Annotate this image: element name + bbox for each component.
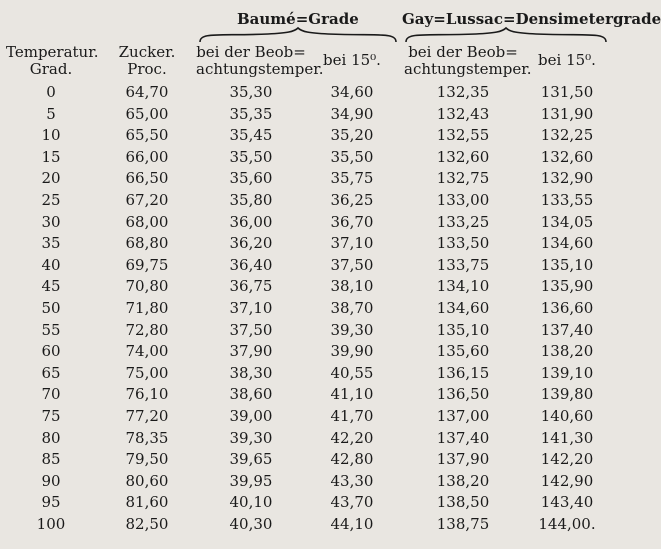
- cell-gl-observation: 134,10: [436, 277, 490, 296]
- table-row: [0, 104, 612, 126]
- cell-temperature: 90: [41, 471, 61, 490]
- cell-sugar-percent: 68,00: [125, 212, 169, 231]
- cell-gl-15: 137,40: [540, 320, 594, 339]
- cell-temperature: 70: [41, 385, 61, 404]
- cell-sugar-percent: 75,00: [125, 363, 169, 382]
- cell-temperature: 55: [41, 320, 61, 339]
- header-baume-15: [312, 52, 392, 69]
- cell-baume-15: 37,50: [330, 255, 374, 274]
- cell-gl-observation: 137,90: [436, 450, 490, 469]
- cell-baume-15: 38,70: [330, 298, 374, 317]
- cell-temperature: 45: [41, 277, 61, 296]
- baume-group-brace: [198, 28, 398, 44]
- cell-baume-observation: 39,00: [229, 406, 273, 425]
- cell-gl-15: 135,90: [540, 277, 594, 296]
- cell-gl-15: 134,60: [540, 234, 594, 253]
- cell-gl-observation: 132,60: [436, 147, 490, 166]
- cell-baume-15: 34,60: [330, 83, 374, 101]
- cell-gl-observation: 136,50: [436, 385, 490, 404]
- table-row: [0, 276, 612, 298]
- cell-gl-observation: 137,00: [436, 406, 490, 425]
- table-row: [0, 125, 612, 147]
- cell-sugar-percent: 80,60: [125, 471, 169, 490]
- cell-gl-15: 131,50: [540, 83, 594, 101]
- cell-baume-observation: 38,60: [229, 385, 273, 404]
- cell-baume-observation: 40,10: [229, 493, 273, 512]
- cell-temperature: 50: [41, 298, 61, 317]
- header-gl-observation-line2: achtungstemper.: [404, 60, 532, 78]
- cell-sugar-percent: 76,10: [125, 385, 169, 404]
- cell-gl-15: 142,90: [540, 471, 594, 490]
- cell-baume-15: 36,70: [330, 212, 374, 231]
- cell-sugar-percent: 64,70: [125, 83, 169, 101]
- table-row: [0, 190, 612, 212]
- cell-temperature: 95: [41, 493, 61, 512]
- table-row: [0, 255, 612, 277]
- cell-baume-15: 40,55: [330, 363, 374, 382]
- gay-lussac-group-brace: [404, 28, 608, 44]
- cell-gl-observation: 137,40: [436, 428, 490, 447]
- cell-gl-observation: 132,75: [436, 169, 490, 188]
- cell-temperature: 20: [41, 169, 61, 188]
- cell-gl-observation: 133,50: [436, 234, 490, 253]
- cell-baume-15: 43,70: [330, 493, 374, 512]
- cell-temperature: 0: [46, 83, 56, 101]
- cell-baume-observation: 36,20: [229, 234, 273, 253]
- cell-sugar-percent: 65,00: [125, 104, 169, 123]
- cell-gl-15: 136,60: [540, 298, 594, 317]
- cell-gl-15: 132,90: [540, 169, 594, 188]
- cell-gl-observation: 132,35: [436, 83, 490, 101]
- cell-gl-observation: 138,50: [436, 493, 490, 512]
- header-temperature: [6, 43, 99, 78]
- cell-baume-observation: 37,50: [229, 320, 273, 339]
- cell-gl-observation: 138,20: [436, 471, 490, 490]
- cell-gl-15: 141,30: [540, 428, 594, 447]
- cell-gl-observation: 133,75: [436, 255, 490, 274]
- cell-temperature: 35: [41, 234, 61, 253]
- cell-baume-observation: 40,30: [229, 514, 273, 533]
- cell-temperature: 15: [41, 147, 61, 166]
- cell-sugar-percent: 82,50: [125, 514, 169, 533]
- cell-baume-15: 36,25: [330, 190, 374, 209]
- cell-sugar-percent: 66,00: [125, 147, 169, 166]
- cell-gl-15: 135,10: [540, 255, 594, 274]
- header-gl-15: [528, 52, 606, 69]
- cell-gl-15: 131,90: [540, 104, 594, 123]
- cell-temperature: 80: [41, 428, 61, 447]
- cell-baume-observation: 39,95: [229, 471, 273, 490]
- table-row: [0, 212, 612, 234]
- cell-gl-15: 132,25: [540, 126, 594, 145]
- cell-baume-observation: 35,45: [229, 126, 273, 145]
- cell-baume-15: 39,90: [330, 342, 374, 361]
- cell-gl-15: 132,60: [540, 147, 594, 166]
- cell-gl-observation: 134,60: [436, 298, 490, 317]
- cell-sugar-percent: 78,35: [125, 428, 169, 447]
- cell-baume-15: 43,30: [330, 471, 374, 490]
- cell-sugar-percent: 77,20: [125, 406, 169, 425]
- cell-baume-observation: 35,80: [229, 190, 273, 209]
- header-temperature-line1: Temperatur.: [6, 43, 99, 61]
- cell-gl-observation: 132,55: [436, 126, 490, 145]
- cell-gl-observation: 133,25: [436, 212, 490, 231]
- cell-baume-15: 41,70: [330, 406, 374, 425]
- cell-sugar-percent: 74,00: [125, 342, 169, 361]
- cell-gl-observation: 132,43: [436, 104, 490, 123]
- cell-gl-15: 143,40: [540, 493, 594, 512]
- cell-baume-15: 35,20: [330, 126, 374, 145]
- cell-baume-15: 44,10: [330, 514, 374, 533]
- cell-baume-15: 39,30: [330, 320, 374, 339]
- cell-gl-15: 139,80: [540, 385, 594, 404]
- cell-baume-observation: 37,10: [229, 298, 273, 317]
- cell-gl-15: 140,60: [540, 406, 594, 425]
- cell-baume-observation: 39,65: [229, 450, 273, 469]
- table-row: [0, 233, 612, 255]
- cell-baume-15: 42,80: [330, 450, 374, 469]
- cell-sugar-percent: 81,60: [125, 493, 169, 512]
- table-row: [0, 471, 612, 493]
- table-row: [0, 341, 612, 363]
- cell-temperature: 85: [41, 450, 61, 469]
- table-row: [0, 168, 612, 190]
- table-row: [0, 298, 612, 320]
- cell-baume-observation: 35,60: [229, 169, 273, 188]
- table-row: [0, 320, 612, 342]
- cell-sugar-percent: 79,50: [125, 450, 169, 469]
- cell-sugar-percent: 69,75: [125, 255, 169, 274]
- cell-sugar-percent: 65,50: [125, 126, 169, 145]
- cell-gl-15: 144,00.: [538, 514, 596, 533]
- cell-gl-15: 142,20: [540, 450, 594, 469]
- header-gl-observation: [404, 43, 532, 78]
- cell-temperature: 65: [41, 363, 61, 382]
- table-row: [0, 449, 612, 471]
- cell-baume-15: 38,10: [330, 277, 374, 296]
- cell-baume-15: 41,10: [330, 385, 374, 404]
- cell-baume-15: 34,90: [330, 104, 374, 123]
- cell-temperature: 75: [41, 406, 61, 425]
- cell-temperature: 10: [41, 126, 61, 145]
- cell-baume-observation: 35,35: [229, 104, 273, 123]
- cell-baume-observation: 36,40: [229, 255, 273, 274]
- cell-gl-observation: 135,60: [436, 342, 490, 361]
- cell-gl-15: 133,55: [540, 190, 594, 209]
- cell-baume-observation: 38,30: [229, 363, 273, 382]
- cell-sugar-percent: 68,80: [125, 234, 169, 253]
- cell-gl-observation: 133,00: [436, 190, 490, 209]
- cell-baume-observation: 37,90: [229, 342, 273, 361]
- table-body: [0, 82, 612, 535]
- cell-baume-15: 35,75: [330, 169, 374, 188]
- cell-temperature: 40: [41, 255, 61, 274]
- cell-baume-observation: 39,30: [229, 428, 273, 447]
- cell-gl-15: 139,10: [540, 363, 594, 382]
- cell-gl-observation: 138,75: [436, 514, 490, 533]
- cell-baume-observation: 36,75: [229, 277, 273, 296]
- header-baume-observation: [196, 43, 324, 78]
- table-row: [0, 384, 612, 406]
- header-gl-15-label: bei 15⁰.: [538, 51, 596, 69]
- cell-sugar-percent: 72,80: [125, 320, 169, 339]
- cell-sugar-percent: 71,80: [125, 298, 169, 317]
- header-gl-observation-line1: bei der Beob=: [408, 43, 518, 61]
- cell-gl-observation: 135,10: [436, 320, 490, 339]
- cell-sugar-percent: 70,80: [125, 277, 169, 296]
- header-baume-observation-line2: achtungstemper.: [196, 60, 324, 78]
- cell-sugar-percent: 67,20: [125, 190, 169, 209]
- cell-baume-15: 35,50: [330, 147, 374, 166]
- table-row: [0, 514, 612, 536]
- header-sugar-line1: Zucker.: [118, 43, 176, 61]
- cell-temperature: 100: [36, 514, 66, 533]
- cell-gl-15: 138,20: [540, 342, 594, 361]
- table-row: [0, 147, 612, 169]
- cell-baume-observation: 36,00: [229, 212, 273, 231]
- cell-sugar-percent: 66,50: [125, 169, 169, 188]
- baume-group-title: Baumé=Grade: [237, 10, 359, 28]
- table-row: [0, 492, 612, 514]
- cell-gl-observation: 136,15: [436, 363, 490, 382]
- header-sugar: [112, 44, 182, 78]
- header-sugar-line2: Proc.: [127, 60, 167, 78]
- cell-baume-observation: 35,30: [229, 83, 273, 101]
- table-row: [0, 428, 612, 450]
- cell-temperature: 60: [41, 342, 61, 361]
- cell-temperature: 5: [46, 104, 56, 123]
- table-row: [0, 363, 612, 385]
- table-row: [0, 406, 612, 428]
- header-baume-observation-line1: bei der Beob=: [196, 43, 306, 61]
- cell-baume-observation: 35,50: [229, 147, 273, 166]
- header-temperature-line2: Grad.: [29, 60, 73, 78]
- cell-gl-15: 134,05: [540, 212, 594, 231]
- cell-temperature: 25: [41, 190, 61, 209]
- cell-baume-15: 37,10: [330, 234, 374, 253]
- cell-temperature: 30: [41, 212, 61, 231]
- table-row: [0, 82, 612, 104]
- cell-baume-15: 42,20: [330, 428, 374, 447]
- gay-lussac-group-title: Gay=Lussac=Densimetergrade: [402, 10, 661, 28]
- header-baume-15-label: bei 15⁰.: [323, 51, 381, 69]
